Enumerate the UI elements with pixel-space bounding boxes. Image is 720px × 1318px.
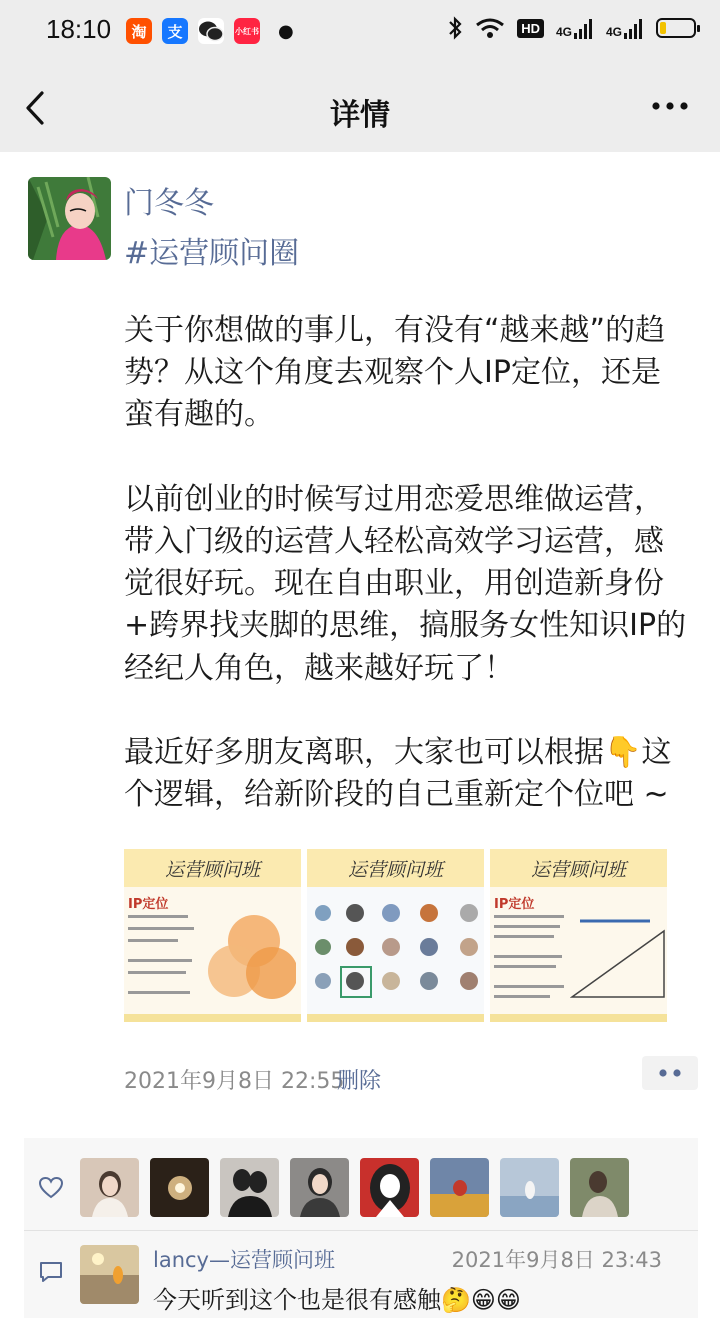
like-avatar[interactable]	[360, 1158, 419, 1217]
like-avatar[interactable]	[220, 1158, 279, 1217]
image-footer	[490, 1014, 667, 1022]
image-banner-text: 运营顾问班	[164, 859, 260, 881]
image-banner-text: 运营顾问班	[530, 859, 626, 881]
status-indicators	[447, 16, 696, 40]
commenter-avatar[interactable]	[80, 1245, 139, 1304]
taobao-icon: 淘	[126, 18, 152, 44]
comment-text: 今天听到这个也是很有感触🤔😁😁	[153, 1286, 521, 1314]
image-subtitle: IP定位	[128, 897, 169, 912]
venn-diagram	[196, 905, 296, 1005]
text-lines	[494, 915, 568, 1005]
like-avatar[interactable]	[80, 1158, 139, 1217]
post-timestamp: 2021年9月8日 22:55	[124, 1069, 345, 1094]
like-avatar[interactable]	[570, 1158, 629, 1217]
delete-link[interactable]: 删除	[337, 1069, 382, 1094]
text-lines	[128, 915, 198, 1005]
likes-row	[24, 1138, 698, 1230]
like-avatars	[80, 1158, 629, 1217]
author-avatar[interactable]	[28, 177, 111, 260]
image-footer	[124, 1014, 301, 1022]
image-footer	[307, 1014, 484, 1022]
post-image-2[interactable]	[307, 849, 484, 1022]
signal-icon	[624, 17, 644, 39]
wifi-icon	[475, 17, 505, 39]
avatar-grid	[311, 895, 481, 1015]
author-name[interactable]: 门冬冬	[124, 186, 214, 221]
commenter-name[interactable]: lancy—运营顾问班	[153, 1248, 335, 1272]
battery-level	[660, 22, 666, 34]
post-image-1[interactable]	[124, 849, 301, 1022]
image-subtitle: IP定位	[494, 897, 535, 912]
image-banner-text: 运营顾问班	[347, 859, 443, 881]
signal-2: 4G	[606, 17, 644, 39]
two-dots-icon	[642, 1056, 698, 1090]
signal-icon	[574, 17, 594, 39]
page-title: 详情	[330, 98, 390, 133]
divider	[24, 1230, 698, 1231]
signal-1: 4G	[556, 17, 594, 39]
like-comment-menu-button[interactable]	[642, 1056, 698, 1090]
like-avatar[interactable]	[500, 1158, 559, 1217]
post-image-3[interactable]	[490, 849, 667, 1022]
bluetooth-icon	[447, 16, 463, 40]
heart-icon	[38, 1176, 64, 1200]
comment-icon	[38, 1261, 64, 1283]
post-images	[124, 849, 667, 1022]
wechat-icon	[198, 18, 224, 44]
battery-icon	[656, 18, 696, 38]
hd-badge: HD	[517, 19, 544, 38]
alipay-icon: 支	[162, 18, 188, 44]
triangle-diagram	[570, 911, 666, 1001]
nav-bar	[0, 64, 720, 152]
topic-tag[interactable]: #运营顾问圈	[124, 236, 300, 271]
more-options-icon[interactable]	[650, 94, 690, 118]
likes-comments-panel	[24, 1138, 698, 1318]
more-notifications-icon: ●	[278, 20, 294, 42]
comment-timestamp: 2021年9月8日 23:43	[451, 1248, 662, 1272]
like-avatar[interactable]	[150, 1158, 209, 1217]
status-app-icons	[126, 18, 294, 44]
post-text: 关于你想做的事儿，有没有“越来越”的趋 势？从这个角度去观察个人IP定位，还是 蛮有趣的。 以前创业的时候写过用恋爱思维做运营， 带入门级的运营人轻松高效学习运营，感 觉很好玩。现在自由职业，用创造新身份 +跨界找夹脚的思维，搞服务女性知识IP的 经纪人角色，越来越好玩了！ 最近好多朋友离职，大家也可以根据👇这 个逻辑，给新阶段的自己重新定个位吧 ~	[124, 313, 687, 813]
xiaohongshu-icon: 小红书	[234, 18, 260, 44]
status-bar	[0, 0, 720, 64]
status-time: 18:10	[46, 14, 112, 44]
like-avatar[interactable]	[290, 1158, 349, 1217]
like-avatar[interactable]	[430, 1158, 489, 1217]
